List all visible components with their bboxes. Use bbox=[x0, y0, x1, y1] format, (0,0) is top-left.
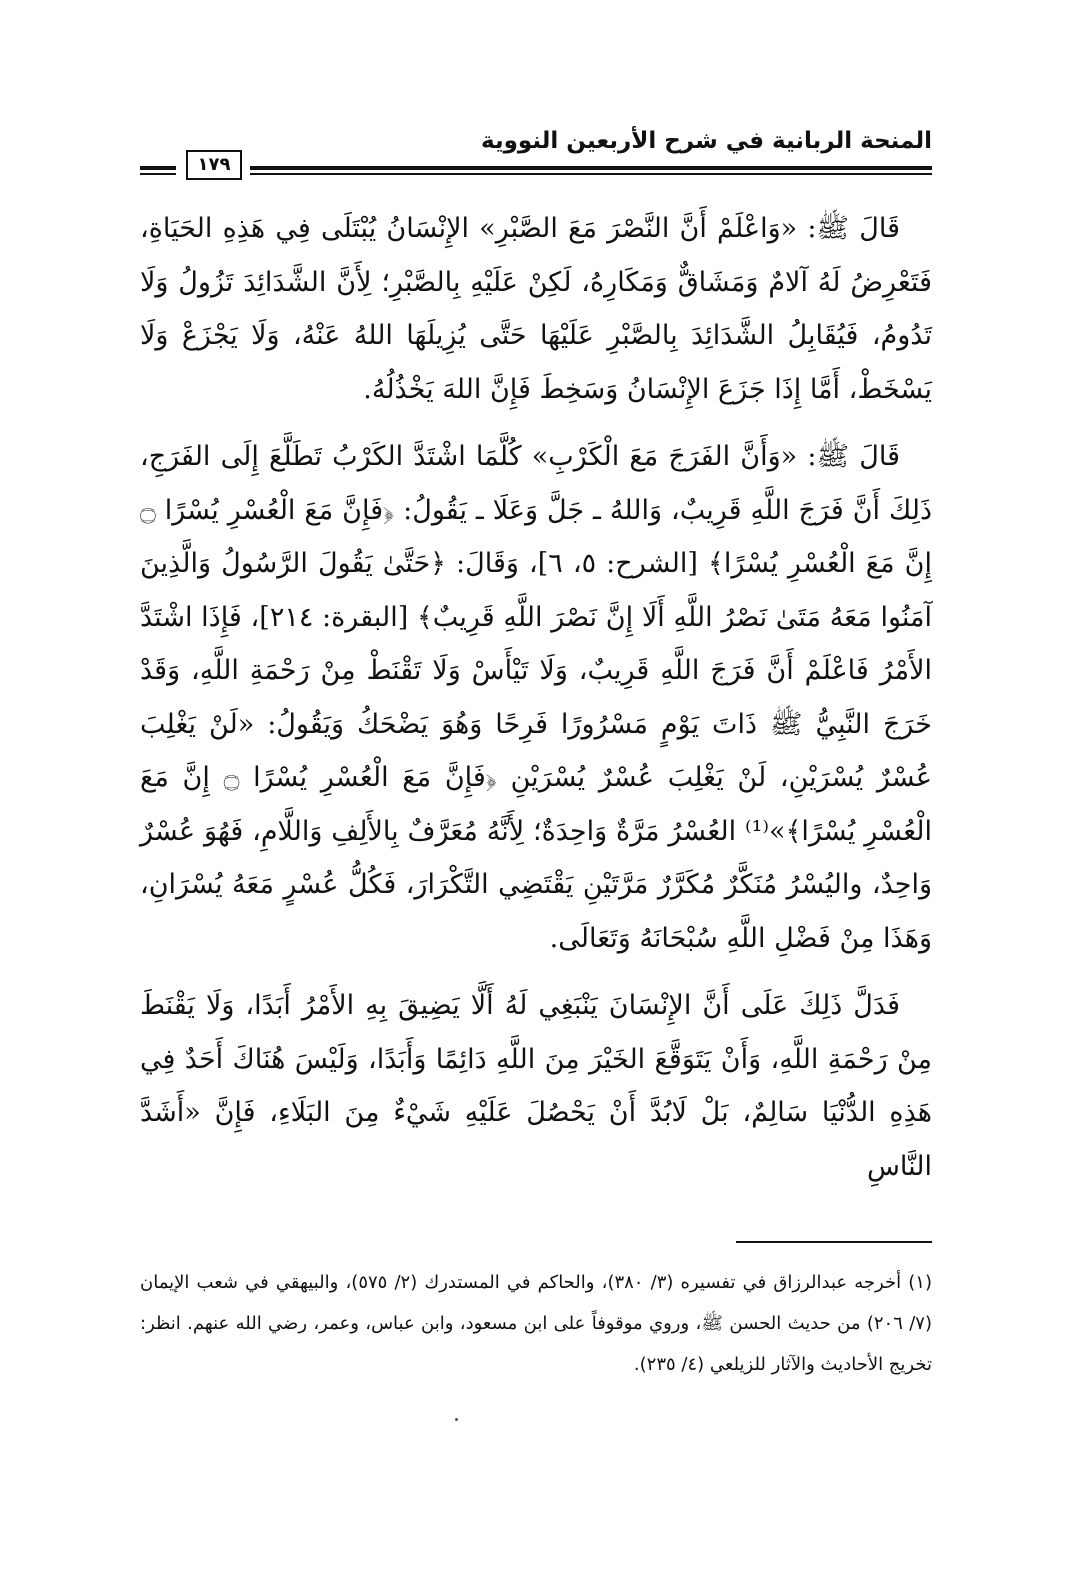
running-title: المنحة الربانية في شرح الأربعين النووية bbox=[481, 128, 932, 154]
header-rule-left bbox=[140, 166, 176, 170]
paragraph: قَالَ ﷺ: «وَأَنَّ الفَرَجَ مَعَ الْكَرْبِ» كُلَّمَا اشْتَدَّ الكَرْبُ تَطَلَّعَ إِلَى الفَرَجِ، ذَلِكَ أَنَّ فَرَجَ اللَّهِ قَرِيبٌ، وَاللهُ ـ جَلَّ وَعَلَا ـ يَقُولُ: ﴿فَإِنَّ مَعَ الْعُسْرِ يُسْرًا ۝ إِنَّ مَعَ الْعُسْرِ يُسْرًا﴾ [الشرح: ٥، ٦]، وَقَالَ: ﴿حَتَّىٰ يَقُولَ الرَّسُولُ وَالَّذِينَ آمَنُوا مَعَهُ مَتَىٰ نَصْرُ اللَّهِ أَلَا إِنَّ نَصْرَ اللَّهِ قَرِيبٌ﴾ [البقرة: ٢١٤]، فَإِذَا اشْتَدَّ الأَمْرُ فَاعْلَمْ أَنَّ فَرَجَ اللَّهِ قَرِيبٌ، وَلَا تَيْأَسْ وَلَا تَقْنَطْ مِنْ رَحْمَةِ اللَّهِ، وَقَدْ خَرَجَ النَّبِيُّ ﷺ ذَاتَ يَوْمٍ مَسْرُورًا فَرِحًا وَهُوَ يَضْحَكُ وَيَقُولُ: «لَنْ يَغْلِبَ عُسْرٌ يُسْرَيْنِ، لَنْ يَغْلِبَ عُسْرٌ يُسْرَيْنِ ﴿فَإِنَّ مَعَ الْعُسْرِ يُسْرًا ۝ إِنَّ مَعَ الْعُسْرِ يُسْرًا﴾»⁽¹⁾ العُسْرُ مَرَّةٌ وَاحِدَةٌ؛ لِأَنَّهُ مُعَرَّفٌ بِالأَلِفِ وَاللَّامِ، فَهُوَ عُسْرٌ وَاحِدٌ، واليُسْرُ مُنَكَّرٌ مُكَرَّرٌ مَرَّتَيْنِ يَقْتَضِي التَّكْرَارَ، فَكُلُّ عُسْرٍ مَعَهُ يُسْرَانِ، وَهَذَا مِنْ فَضْلِ اللَّهِ سُبْحَانَهُ وَتَعَالَى. bbox=[140, 441, 932, 954]
page-header bbox=[140, 128, 932, 188]
main-text bbox=[140, 202, 932, 1207]
footnote: (١) أخرجه عبدالرزاق في تفسيره (٣/ ٣٨٠)، والحاكم في المستدرك (٢/ ٥٧٥)، والبيهقي في شعب الإيمان (٧/ ٢٠٦) من حديث الحسن ﷺ، وروي موقوفاً على ابن مسعود، وابن عباس، وعمر، رضي الله عنهم. انظر: تخريج الأحاديث والآثار للزيلعي (٤/ ٢٣٥). bbox=[140, 1272, 932, 1375]
paragraph: فَدَلَّ ذَلِكَ عَلَى أَنَّ الإِنْسَانَ يَنْبَغِي لَهُ أَلَّا يَضِيقَ بِهِ الأَمْرُ أَبَدًا، وَلَا يَقْنَطَ مِنْ رَحْمَةِ اللَّهِ، وَأَنْ يَتَوَقَّعَ الخَيْرَ مِنَ اللَّهِ دَائِمًا وَأَبَدًا، وَلَيْسَ هُنَاكَ أَحَدٌ فِي هَذِهِ الدُّنْيَا سَالِمٌ، بَلْ لَابُدَّ أَنْ يَحْصُلَ عَلَيْهِ شَيْءٌ مِنَ البَلَاءِ، فَإِنَّ «أَشَدَّ النَّاسِ bbox=[140, 990, 932, 1182]
footnotes bbox=[140, 1262, 932, 1385]
paragraph: قَالَ ﷺ: «وَاعْلَمْ أَنَّ النَّصْرَ مَعَ الصَّبْرِ» الإِنْسَانُ يُبْتَلَى فِي هَذِهِ الحَيَاةِ، فَتَعْرِضُ لَهُ آلامٌ وَمَشَاقٌّ وَمَكَارِهُ، لَكِنْ عَلَيْهِ بِالصَّبْرِ؛ لِأَنَّ الشَّدَائِدَ تَزُولُ وَلَا تَدُومُ، فَيُقَابِلُ الشَّدَائِدَ بِالصَّبْرِ عَلَيْهَا حَتَّى يُزِيلَهَا اللهُ عَنْهُ، وَلَا يَجْزَعْ وَلَا يَسْخَطْ، أَمَّا إِذَا جَزَعَ الإِنْسَانُ وَسَخِطَ فَإِنَّ اللهَ يَخْذُلُهُ. bbox=[140, 213, 932, 405]
footnote-separator bbox=[736, 1241, 932, 1243]
header-rule bbox=[250, 166, 932, 170]
scan-speck bbox=[455, 1418, 458, 1421]
page-number: ١٧٩ bbox=[186, 150, 242, 180]
